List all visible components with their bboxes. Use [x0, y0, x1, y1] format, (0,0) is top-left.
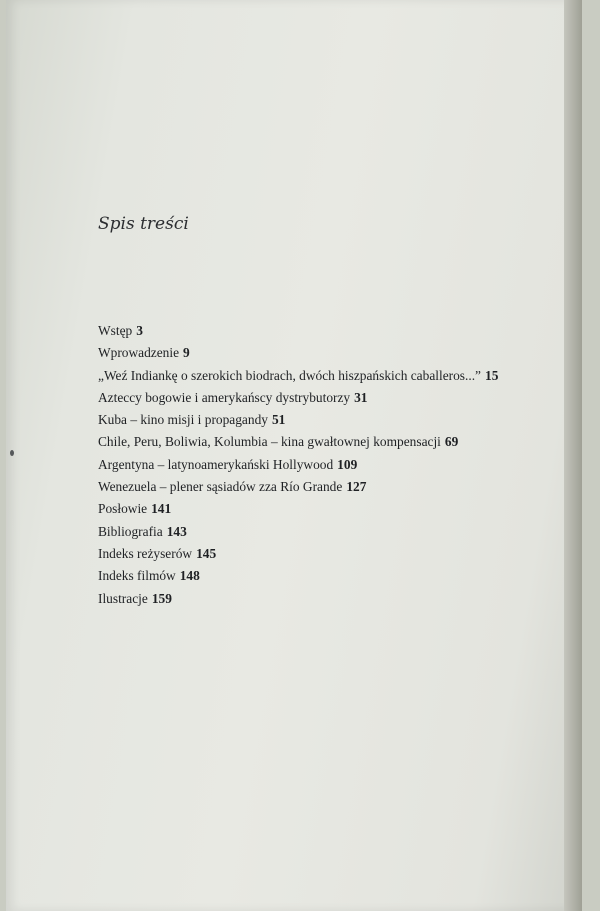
toc-entry-label: Posłowie [98, 501, 148, 517]
toc-entry-page: 148 [179, 568, 200, 584]
toc-entry-page: 143 [166, 523, 187, 539]
toc-title: Spis treści [98, 214, 189, 234]
toc-entry-label: Wstęp [98, 323, 133, 338]
table-of-contents [98, 320, 598, 610]
toc-entry-label: Azteccy bogowie i amerykańscy dystrybutorzy [98, 389, 351, 405]
toc-entry-label: Chile, Peru, Boliwia, Kolumbia – kina gwałtownej kompensacji [98, 434, 441, 450]
toc-entry-page: 15 [485, 367, 499, 383]
toc-entry-page: 159 [151, 590, 172, 606]
toc-entry-page: 141 [151, 501, 172, 517]
toc-entry [98, 387, 598, 409]
toc-entry-label: Wprowadzenie [98, 345, 180, 361]
toc-entry [98, 521, 598, 543]
toc-entry [98, 454, 598, 476]
toc-entry-page: 69 [444, 434, 459, 450]
toc-entry-label: Wenezuela – plener sąsiadów zza Río Grande [98, 479, 343, 495]
toc-entry-label: Kuba – kino misji i propagandy [98, 412, 268, 428]
toc-entry-label: Argentyna – latynoamerykański Hollywood [98, 456, 334, 472]
toc-entry [98, 565, 598, 587]
toc-entry-page: 51 [271, 412, 286, 428]
toc-entry-label: Indeks reżyserów [98, 545, 193, 561]
toc-entry [98, 431, 598, 453]
toc-entry [98, 543, 598, 565]
paper-speck [10, 450, 14, 456]
book-page [6, 0, 582, 911]
toc-entry [98, 498, 598, 520]
toc-entry [98, 588, 598, 610]
toc-entry-label: Ilustracje [98, 590, 148, 606]
toc-entry-page: 109 [337, 456, 358, 472]
toc-entry-page: 145 [196, 545, 217, 561]
toc-entry [98, 320, 598, 342]
toc-entry [98, 476, 598, 498]
toc-entry [98, 342, 598, 364]
toc-entry-page: 127 [346, 479, 367, 495]
toc-entry-page: 31 [354, 389, 368, 405]
toc-entry-label: Indeks filmów [98, 568, 176, 584]
toc-entry-label: „Weź Indiankę o szerokich biodrach, dwóch hiszpańskich caballeros...” [98, 367, 482, 383]
toc-entry-page: 3 [136, 323, 143, 338]
toc-entry-page: 9 [183, 345, 190, 361]
toc-entry [98, 409, 598, 431]
toc-entry [98, 365, 598, 387]
toc-entry-label: Bibliografia [98, 523, 163, 539]
